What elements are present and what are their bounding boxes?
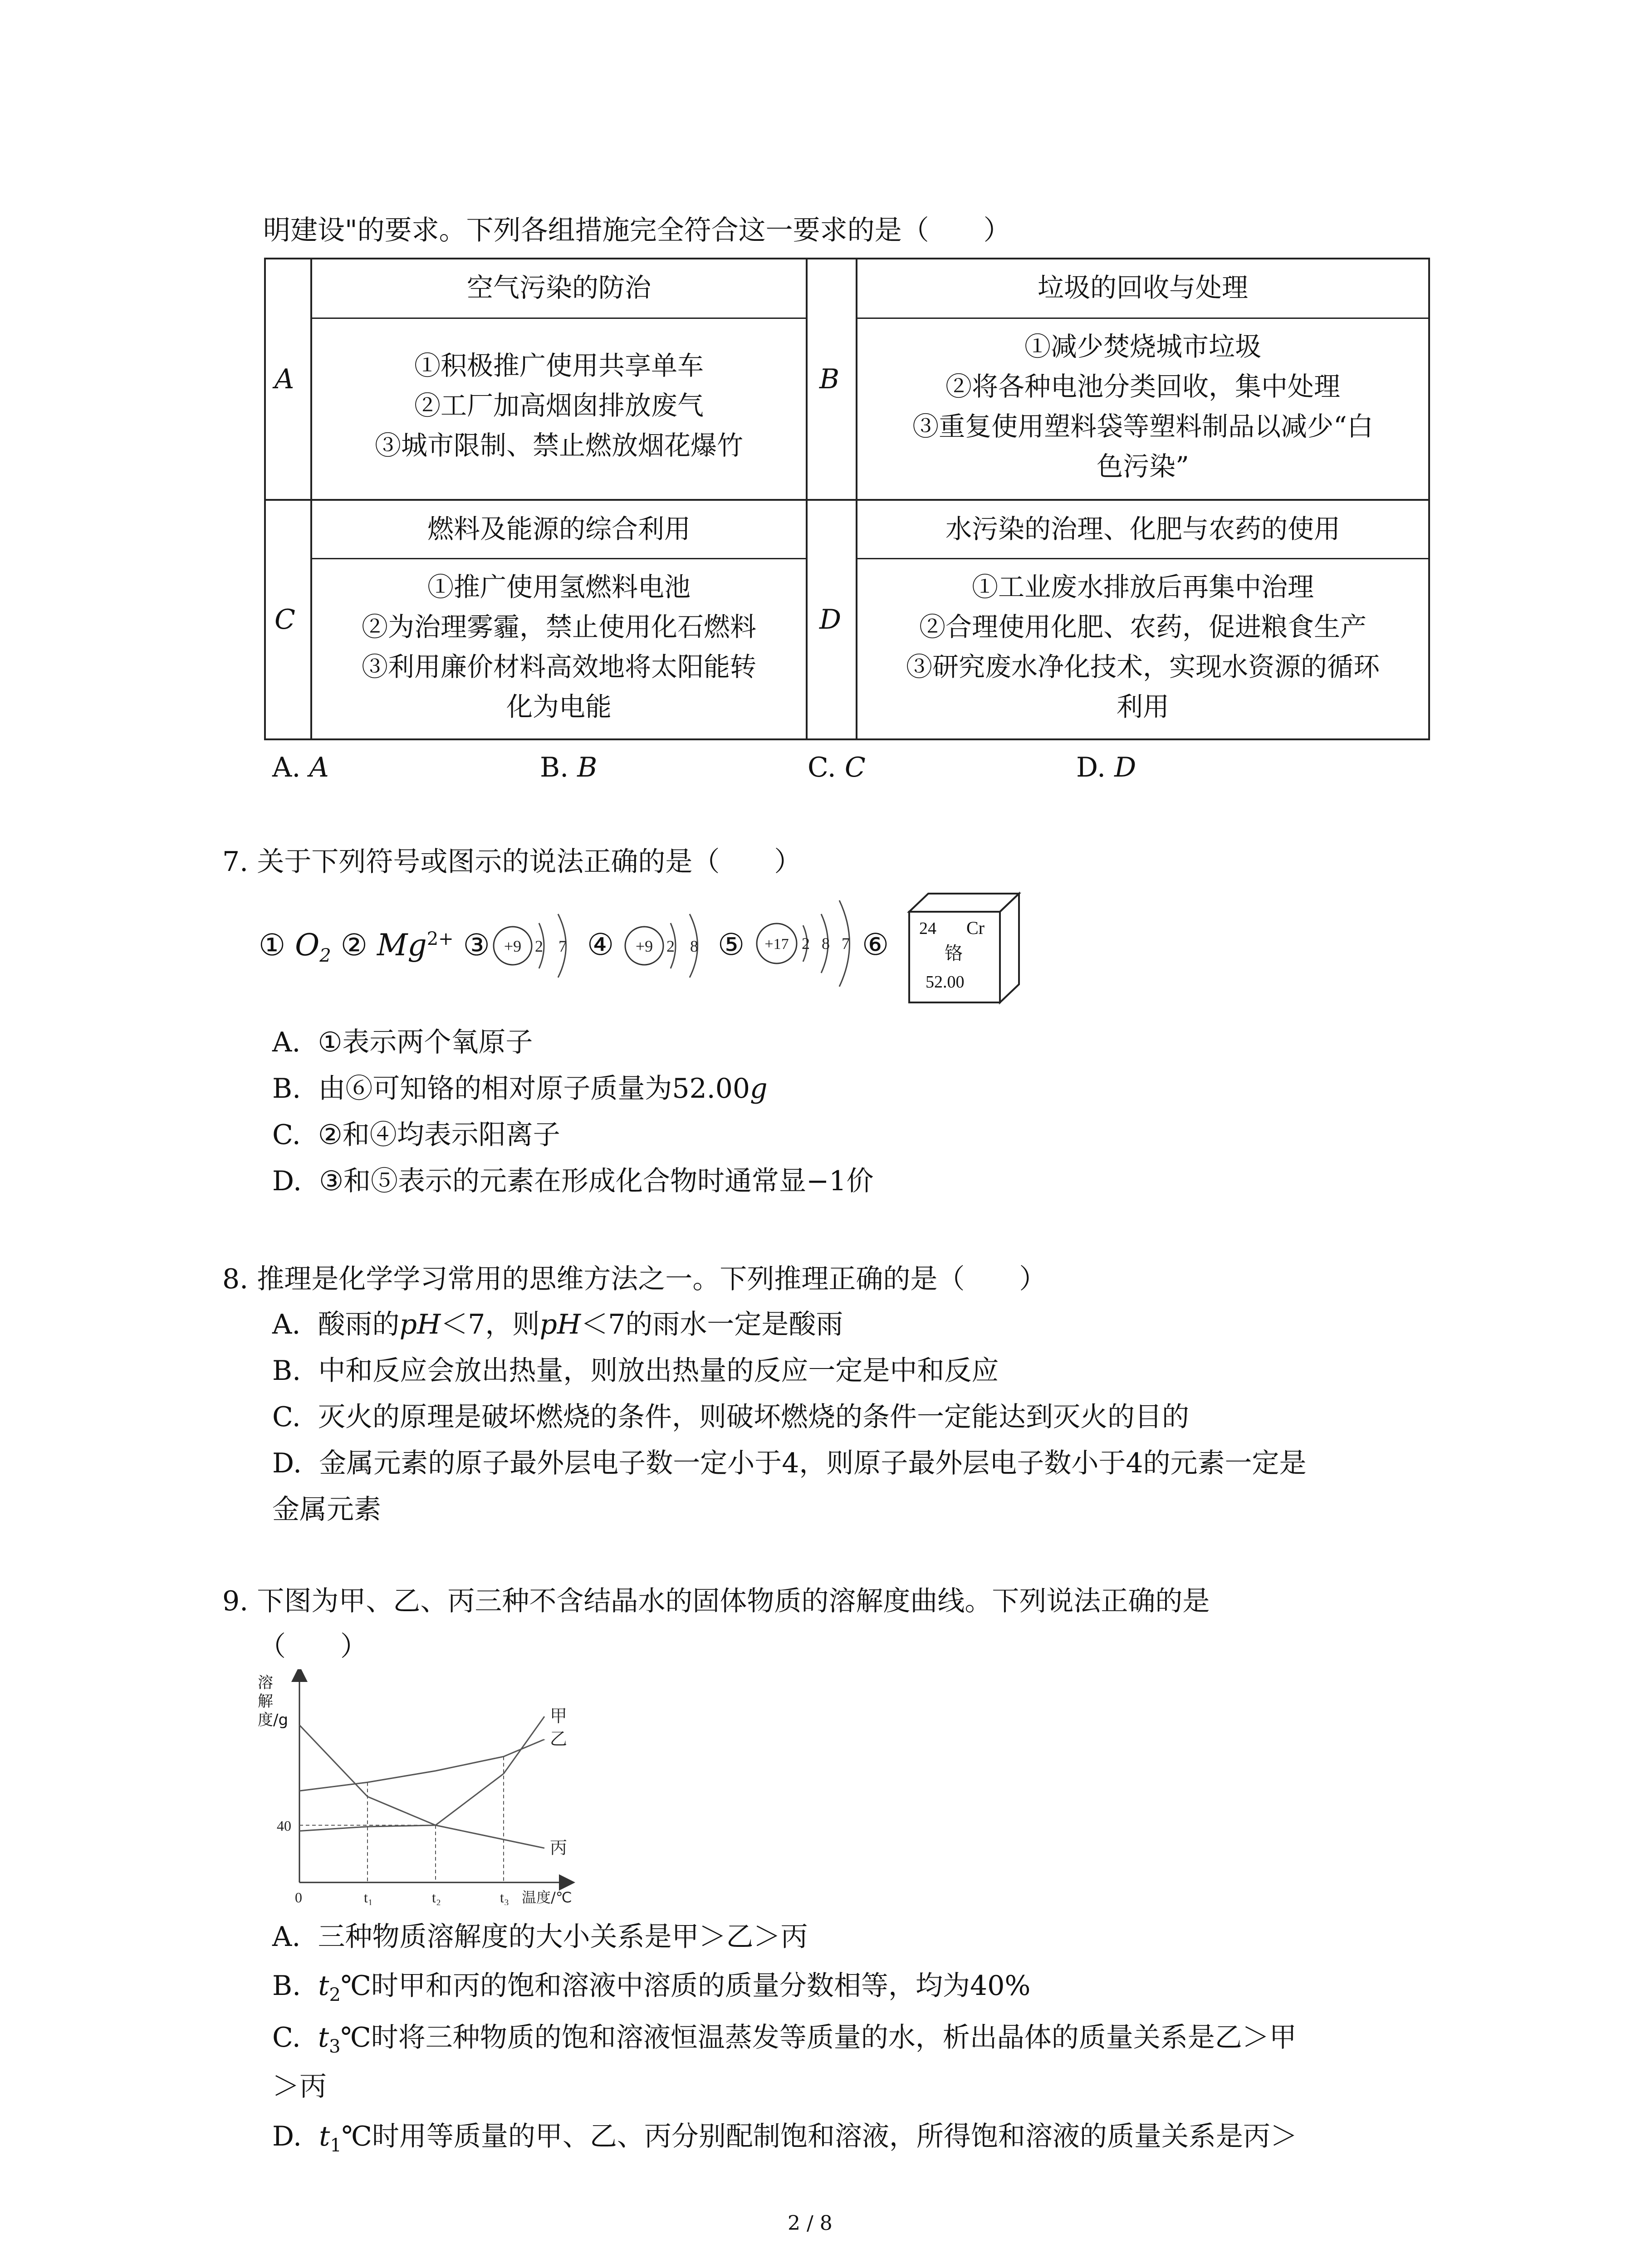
q7-option-b[interactable]: B. 由⑥可知铬的相对原子质量为52.00g (272, 1073, 768, 1105)
card-symbol: Cr (966, 918, 985, 938)
shell-5-2-count: 8 (822, 934, 830, 953)
cell-a-letter: A (274, 363, 294, 395)
x-tick-2: t₂ (432, 1889, 441, 1905)
q8-option-d-line2: 金属元素 (272, 1494, 381, 1525)
cell-d-line-2: ②合理使用化肥、农药，促进粮食生产 (919, 611, 1367, 642)
card-name: 铬 (945, 943, 963, 963)
cell-a-line-2: ②工厂加高烟囱排放废气 (414, 390, 704, 421)
symbol-num-1: ① (259, 928, 286, 963)
cell-d-line-1: ①工业废水排放后再集中治理 (971, 572, 1314, 602)
cell-d-line-4: 利用 (1116, 691, 1169, 722)
q6-option-c[interactable] (808, 754, 866, 781)
nucleus-3-label: +9 (504, 937, 522, 955)
q9-stem: 9. 下图为甲、乙、丙三种不含结晶水的固体物质的溶解度曲线。下列说法正确的是 (222, 1585, 1210, 1617)
shell-4-2-count: 8 (690, 937, 698, 955)
cell-d-line-3: ③研究废水净化技术，实现水资源的循环 (906, 651, 1380, 682)
q6-option-d[interactable] (1076, 754, 1136, 781)
cell-a-line-1: ①积极推广使用共享单车 (414, 350, 704, 381)
cell-b-line-3: ③重复使用塑料袋等塑料制品以减少“白 (912, 411, 1373, 442)
cell-b-line-2: ②将各种电池分类回收，集中处理 (945, 371, 1340, 402)
q6-option-d-prefix: D. (1076, 752, 1106, 783)
cell-a-line-3: ③城市限制、禁止燃放烟花爆竹 (374, 430, 743, 461)
series-jia-label: 甲 (550, 1706, 568, 1726)
q7-option-a[interactable]: A. ①表示两个氧原子 (272, 1026, 533, 1058)
q9-option-d[interactable]: D. $t_1℃$时用等质量的甲、乙、丙分别配制饱和溶液，所得饱和溶液的质量关系是丙＞ (272, 2121, 1298, 2156)
symbol-num-3: ③ (463, 928, 490, 963)
q9-option-a[interactable]: A. 三种物质溶解度的大小关系是甲＞乙＞丙 (272, 1921, 808, 1953)
cell-b-letter: B (819, 363, 840, 395)
chart-xlabel: 温度/℃ (522, 1889, 572, 1905)
cell-b-header: 垃圾的回收与处理 (1037, 272, 1248, 303)
atom-diagram-3 (485, 903, 594, 989)
q8-option-d[interactable]: D. 金属元素的原子最外层电子数一定小于4，则原子最外层电子数小于4的元素一定是 (272, 1447, 1307, 1479)
x-tick-0: 0 (295, 1889, 302, 1905)
page-number: 2 / 8 (788, 2212, 833, 2235)
q6-option-b-prefix: B. (540, 752, 569, 783)
chart-ylabel: 溶解度/g (258, 1674, 289, 1729)
cell-c-line-3: ③利用廉价材料高效地将太阳能转 (361, 651, 756, 682)
q9-stem-blank: （ ） (259, 1631, 367, 1662)
q8-option-c[interactable]: C. 灭火的原理是破坏燃烧的条件，则破坏燃烧的条件一定能达到灭火的目的 (272, 1401, 1189, 1433)
atom-diagram-4 (617, 903, 726, 989)
q9-option-c[interactable]: C. $t_3℃$时将三种物质的饱和溶液恒温蒸发等质量的水，析出晶体的质量关系是乙＞甲 (272, 2022, 1297, 2057)
symbol-num-2: ② (340, 928, 367, 963)
shell-5-3-count: 7 (842, 934, 850, 953)
cell-c-header: 燃料及能源的综合利用 (427, 513, 691, 544)
shell-5-1-count: 2 (802, 934, 810, 953)
cell-b-line-1: ①减少焚烧城市垃圾 (1024, 331, 1261, 362)
atom-diagram-5 (749, 889, 876, 998)
symbol-num-6: ⑥ (862, 927, 889, 962)
q6-stem-tail: 明建设"的要求。下列各组措施完全符合这一要求的是（ ） (263, 215, 1011, 246)
q6-option-d-value: D (1114, 752, 1136, 783)
y-tick-40: 40 (277, 1817, 291, 1834)
card-mass: 52.00 (926, 973, 965, 992)
cell-a-header: 空气污染的防治 (466, 272, 651, 303)
q8-stem: 8. 推理是化学学习常用的思维方法之一。下列推理正确的是（ ） (222, 1263, 1047, 1295)
nucleus-5-label: +17 (764, 936, 789, 953)
shell-4-1-count: 2 (666, 937, 675, 955)
card-atomic-number: 24 (919, 919, 936, 938)
nucleus-4-label: +9 (635, 937, 653, 955)
cell-b-line-4: 色污染” (1097, 451, 1189, 482)
q7-option-d[interactable]: D. ③和⑤表示的元素在形成化合物时通常显−1价 (272, 1165, 874, 1197)
shell-3-1-count: 2 (535, 937, 543, 955)
q8-option-a[interactable]: A. 酸雨的pH＜7，则pH＜7的雨水一定是酸雨 (272, 1309, 843, 1340)
q6-option-b[interactable] (540, 754, 597, 781)
x-tick-1: t₁ (364, 1889, 373, 1905)
q7-option-c[interactable]: C. ②和④均表示阳离子 (272, 1119, 560, 1151)
symbol-num-4: ④ (587, 927, 614, 962)
series-yi-line (299, 1740, 544, 1791)
q6-option-a-prefix: A. (272, 752, 301, 783)
q7-stem: 7. 关于下列符号或图示的说法正确的是（ ） (222, 846, 802, 878)
symbol-num-5: ⑤ (718, 927, 745, 962)
q9-option-c-line2: ＞丙 (272, 2071, 327, 2102)
q6-option-c-value: C (844, 752, 866, 783)
element-card-cr (903, 889, 1025, 1007)
cell-d-letter: D (819, 604, 842, 635)
symbol-o2: $O_2$ (295, 928, 331, 967)
cell-c-line-4: 化为电能 (506, 691, 612, 722)
q9-option-b[interactable]: B. $t_2℃$时甲和丙的饱和溶液中溶质的质量分数相等，均为40% (272, 1970, 1031, 2005)
q6-option-b-value: B (577, 752, 598, 783)
cell-c-letter: C (274, 604, 295, 635)
solubility-chart (254, 1669, 581, 1905)
q6-option-c-prefix: C. (808, 752, 836, 783)
series-yi-label: 乙 (550, 1729, 568, 1749)
shell-3-2-count: 7 (558, 937, 567, 955)
solubility-chart-svg (254, 1669, 581, 1905)
q6-option-a-value: A (309, 752, 329, 783)
cell-d-header: 水污染的治理、化肥与农药的使用 (945, 513, 1340, 544)
symbol-mg: $Mg^{2+}$ (377, 928, 454, 963)
cell-c-line-2: ②为治理雾霾，禁止使用化石燃料 (361, 611, 756, 642)
q8-option-b[interactable]: B. 中和反应会放出热量，则放出热量的反应一定是中和反应 (272, 1355, 999, 1387)
x-tick-3: t₃ (500, 1889, 509, 1905)
q6-option-a[interactable] (272, 754, 329, 781)
series-bing-label: 丙 (550, 1838, 568, 1858)
cell-c-line-1: ①推广使用氢燃料电池 (427, 572, 691, 602)
